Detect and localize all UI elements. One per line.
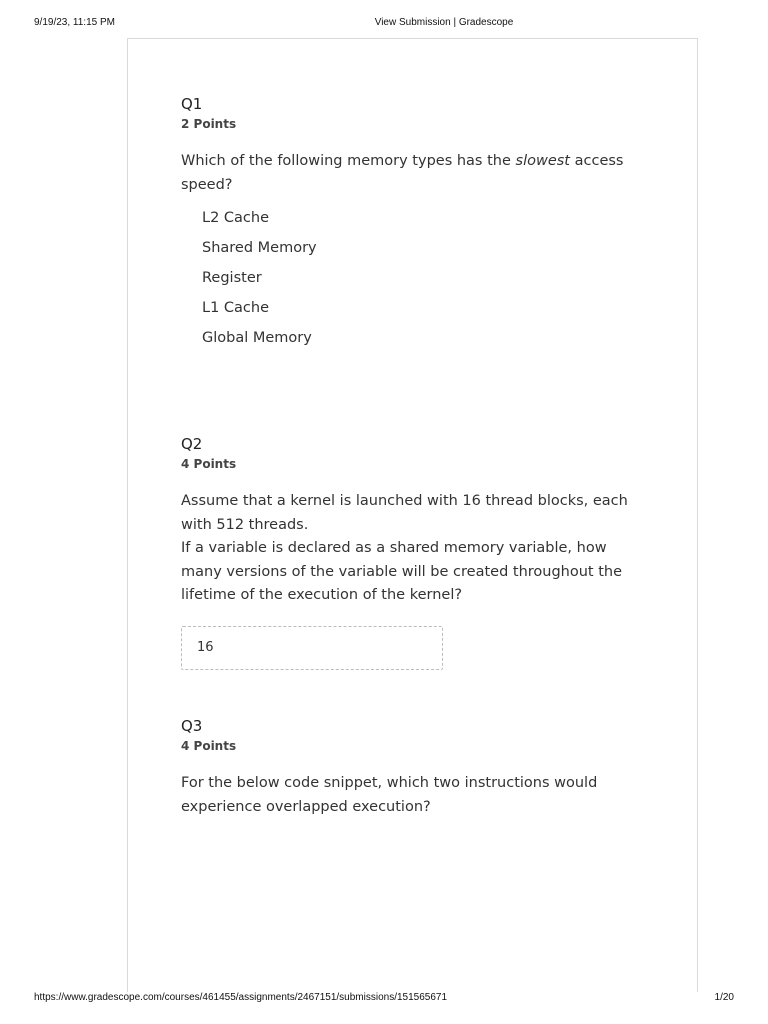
question-text: For the below code snippet, which two instructions would experience overlapped execution? (181, 775, 598, 815)
answer-option[interactable]: L2 Cache (202, 210, 270, 226)
question-text-part: access speed? (181, 153, 624, 193)
question-2 (181, 435, 651, 670)
answer-options (181, 203, 651, 353)
print-page-title: View Submission | Gradescope (374, 17, 514, 28)
answer-option[interactable]: Register (202, 270, 262, 286)
answer-option[interactable]: Shared Memory (202, 240, 317, 256)
print-url: https://www.gradescope.com/courses/461455/assignments/2467151/submissions/151565671 (34, 992, 448, 1003)
answer-field[interactable]: 16 (181, 626, 443, 670)
question-text-line: Assume that a kernel is launched with 16 thread blocks, each with 512 threads. (181, 493, 628, 533)
question-3 (181, 717, 651, 819)
submission-card (127, 38, 698, 992)
question-text (181, 490, 651, 608)
question-text-emphasis: slowest (515, 153, 570, 169)
answer-option[interactable]: L1 Cache (202, 300, 270, 316)
print-datetime: 9/19/23, 11:15 PM (34, 17, 115, 28)
question-text (181, 150, 651, 197)
question-points: 4 Points (181, 457, 237, 471)
question-title: Q2 (181, 435, 203, 453)
question-points: 4 Points (181, 739, 237, 753)
question-title: Q3 (181, 717, 203, 735)
question-text-part: Which of the following memory types has the (181, 153, 516, 169)
print-header (0, 17, 768, 31)
answer-option[interactable]: Global Memory (202, 330, 312, 346)
question-points: 2 Points (181, 117, 237, 131)
print-page-number: 1/20 (714, 992, 734, 1003)
question-1 (181, 95, 651, 353)
question-text-line: If a variable is declared as a shared memory variable, how many versions of the variable will be created throughout the lifetime of the execution of the kernel? (181, 540, 623, 603)
question-title: Q1 (181, 95, 203, 113)
print-footer (0, 992, 768, 1006)
